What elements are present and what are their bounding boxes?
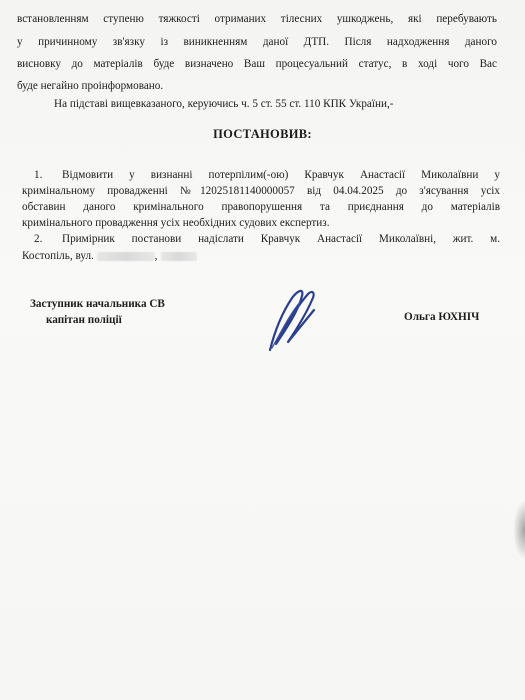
item2-line-2 (22, 249, 197, 263)
address-prefix: Костопіль, вул. (22, 250, 97, 262)
item1-number: 1. (34, 169, 43, 181)
intro-line-4: буде негайно проінформовано. (17, 80, 164, 92)
item2-number: 2. (34, 233, 43, 245)
address-separator: , (154, 250, 158, 262)
basis-line: На підставі вищевказаного, керуючись ч. 5 ст. 55 ст. 110 КПК України,- (54, 98, 394, 110)
intro-line-1: встановленням ступеню тяжкості отриманих тілесних ушкоджень, які перебувають (17, 13, 497, 25)
handwritten-signature (262, 284, 322, 356)
item1-line-2: кримінальному провадженні №12025181140000057 від 04.04.2025 до з'ясування усіх (22, 185, 500, 197)
page-edge-shadow (513, 500, 525, 560)
decision-heading: ПОСТАНОВИВ: (213, 127, 312, 141)
item1-line-4: кримінального провадження усіх необхідних судових експертиз. (22, 217, 330, 229)
redacted-street (97, 252, 155, 261)
intro-line-2: у причинному зв'язку із виникненням даної ДТП. Після надходження даного (17, 36, 497, 48)
signer-name: Ольга ЮХНІЧ (404, 311, 480, 323)
item1-line-3: обставин даного кримінального правопорушення та приєднання до матеріалів (22, 201, 500, 213)
signer-position-line-2: капітан поліції (46, 314, 122, 326)
redacted-house (161, 252, 197, 261)
item2-line-1: Примірник постанови надіслати Кравчук Анастасії Миколаївні, жит. м. (62, 233, 500, 245)
signer-position-line-1: Заступник начальника СВ (30, 298, 165, 310)
intro-line-3: висновку до матеріалів буде визначено Ваш процесуальний статус, в ході чого Вас (17, 58, 497, 70)
item1-line-1: Відмовити у визнанні потерпілим(-ою) Кравчук Анастасії Миколаївни у (62, 169, 500, 181)
